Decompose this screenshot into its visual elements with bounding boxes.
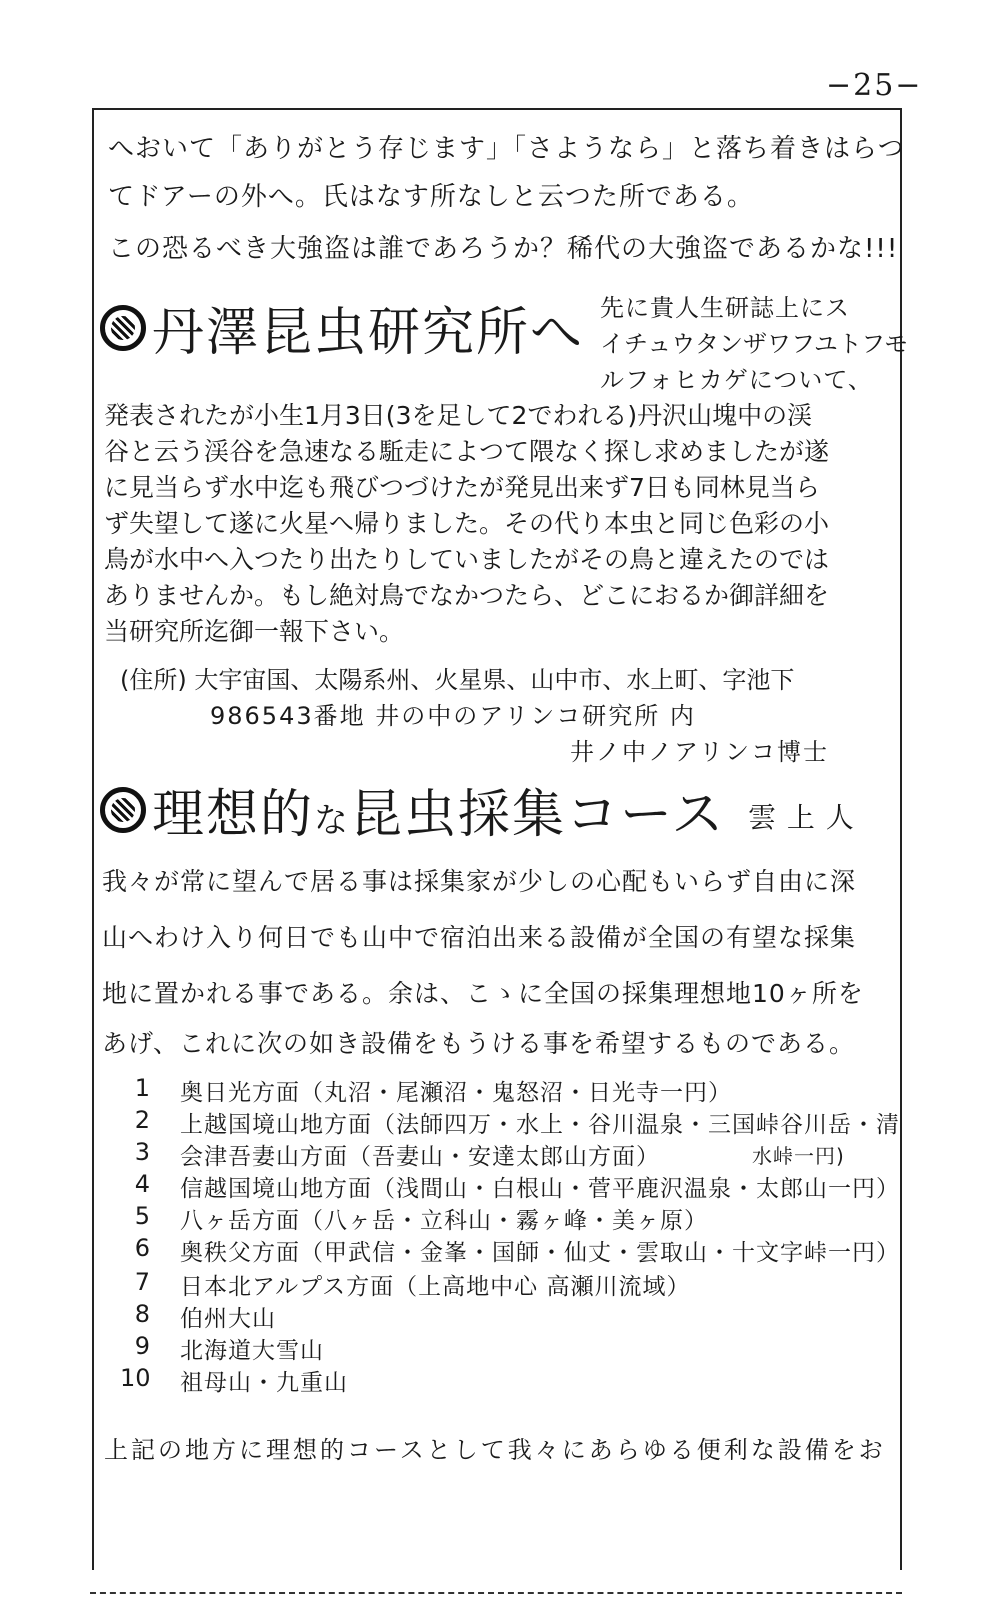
- item-number: 1: [134, 1074, 150, 1102]
- item-text: 伯州大山: [180, 1306, 276, 1332]
- bottom-dashed-rule: [90, 1592, 902, 1594]
- section2-title: 理想的な昆虫採集コース: [152, 785, 726, 845]
- section1-side-line: ルフォヒカゲについて、: [600, 366, 873, 394]
- item-number: 4: [134, 1170, 150, 1198]
- item-number: 2: [134, 1106, 150, 1134]
- hatched-circle-bullet-icon: [100, 305, 146, 351]
- item-text: 信越国境山地方面（浅間山・白根山・菅平鹿沢温泉・太郎山一円）: [180, 1176, 900, 1202]
- section2-body-line: 地に置かれる事である。余は、こゝに全国の採集理想地10ヶ所を: [102, 979, 864, 1008]
- item-text: 会津吾妻山方面（吾妻山・安達太郎山方面）: [180, 1144, 660, 1170]
- section2-heading: [100, 772, 725, 847]
- item-text: 八ヶ岳方面（八ヶ岳・立科山・霧ヶ峰・美ヶ原）: [180, 1208, 708, 1234]
- intro-line: へおいて「ありがとう存じます」「さようなら」と落ち着きはらつ: [108, 134, 905, 164]
- section1-side-line: 先に貴人生研誌上にス: [600, 294, 850, 322]
- closing-line: 上記の地方に理想的コースとして我々にあらゆる便利な設備をお: [104, 1436, 886, 1464]
- item-text: 上越国境山地方面（法師四万・水上・谷川温泉・三国峠谷川岳・清: [180, 1112, 900, 1138]
- section1-body-line: ありませんか。もし絶対鳥でなかつたら、どこにおるか御詳細を: [104, 581, 830, 610]
- item-number: 10: [120, 1364, 151, 1392]
- item-number: 5: [134, 1202, 150, 1230]
- item-text: 祖母山・九重山: [180, 1370, 348, 1396]
- hatched-circle-bullet-icon: [100, 787, 146, 833]
- section1-heading: [100, 290, 584, 365]
- section1-body-line: 当研究所迄御一報下さい。: [104, 617, 405, 646]
- item-text: 日本北アルプス方面（上高地中心 高瀬川流域）: [180, 1274, 691, 1300]
- item-continuation: 水峠一円): [752, 1144, 845, 1168]
- intro-line: てドアーの外へ。氏はなす所なしと云つた所である。: [108, 182, 754, 212]
- section1-body-line: 鳥が水中へ入つたり出たりしていましたがその鳥と違えたのでは: [104, 545, 830, 574]
- page-number: −25−: [826, 68, 923, 103]
- address-line: (住所) 大宇宙国、太陽系州、火星県、山中市、水上町、字池下: [120, 666, 795, 694]
- item-text: 北海道大雪山: [180, 1338, 324, 1364]
- section2-author: 雲 上 人: [748, 801, 855, 834]
- section1-body-line: 発表されたが小生1月3日(3を足して2でわれる)丹沢山塊中の渓: [104, 401, 813, 430]
- section1-body-line: 谷と云う渓谷を急速なる駈走によつて隈なく探し求めましたが遂: [104, 437, 830, 466]
- item-number: 9: [134, 1332, 150, 1360]
- section1-body-line: に見当らず水中迄も飛びつづけたが発見出来ず7日も同林見当ら: [104, 473, 820, 502]
- section2-body-line: あげ、これに次の如き設備をもうける事を希望するものである。: [102, 1029, 856, 1058]
- address-signature: 井ノ中ノアリンコ博士: [570, 738, 830, 766]
- section1-side-line: イチュウタンザワフユトフモ: [600, 330, 909, 358]
- section2-body-line: 山へわけ入り何日でも山中で宿泊出来る設備が全国の有望な採集: [102, 923, 857, 952]
- item-number: 8: [134, 1300, 150, 1328]
- item-text: 奥日光方面（丸沼・尾瀬沼・鬼怒沼・日光寺一円）: [180, 1080, 732, 1106]
- section1-title: 丹澤昆虫研究所へ: [152, 303, 585, 363]
- address-line: 986543番地 井の中のアリンコ研究所 内: [210, 702, 696, 730]
- section1-body-line: ず失望して遂に火星へ帰りました。その代り本虫と同じ色彩の小: [104, 509, 830, 538]
- section2-body-line: 我々が常に望んで居る事は採集家が少しの心配もいらず自由に深: [102, 867, 857, 896]
- item-text: 奥秩父方面（甲武信・金峯・国師・仙丈・雲取山・十文字峠一円）: [180, 1240, 900, 1266]
- item-number: 6: [134, 1234, 150, 1262]
- intro-line: この恐るべき大強盗は誰であろうか？稀代の大強盗であるかな!!!: [108, 234, 899, 264]
- item-number: 3: [134, 1138, 150, 1166]
- item-number: 7: [134, 1268, 150, 1296]
